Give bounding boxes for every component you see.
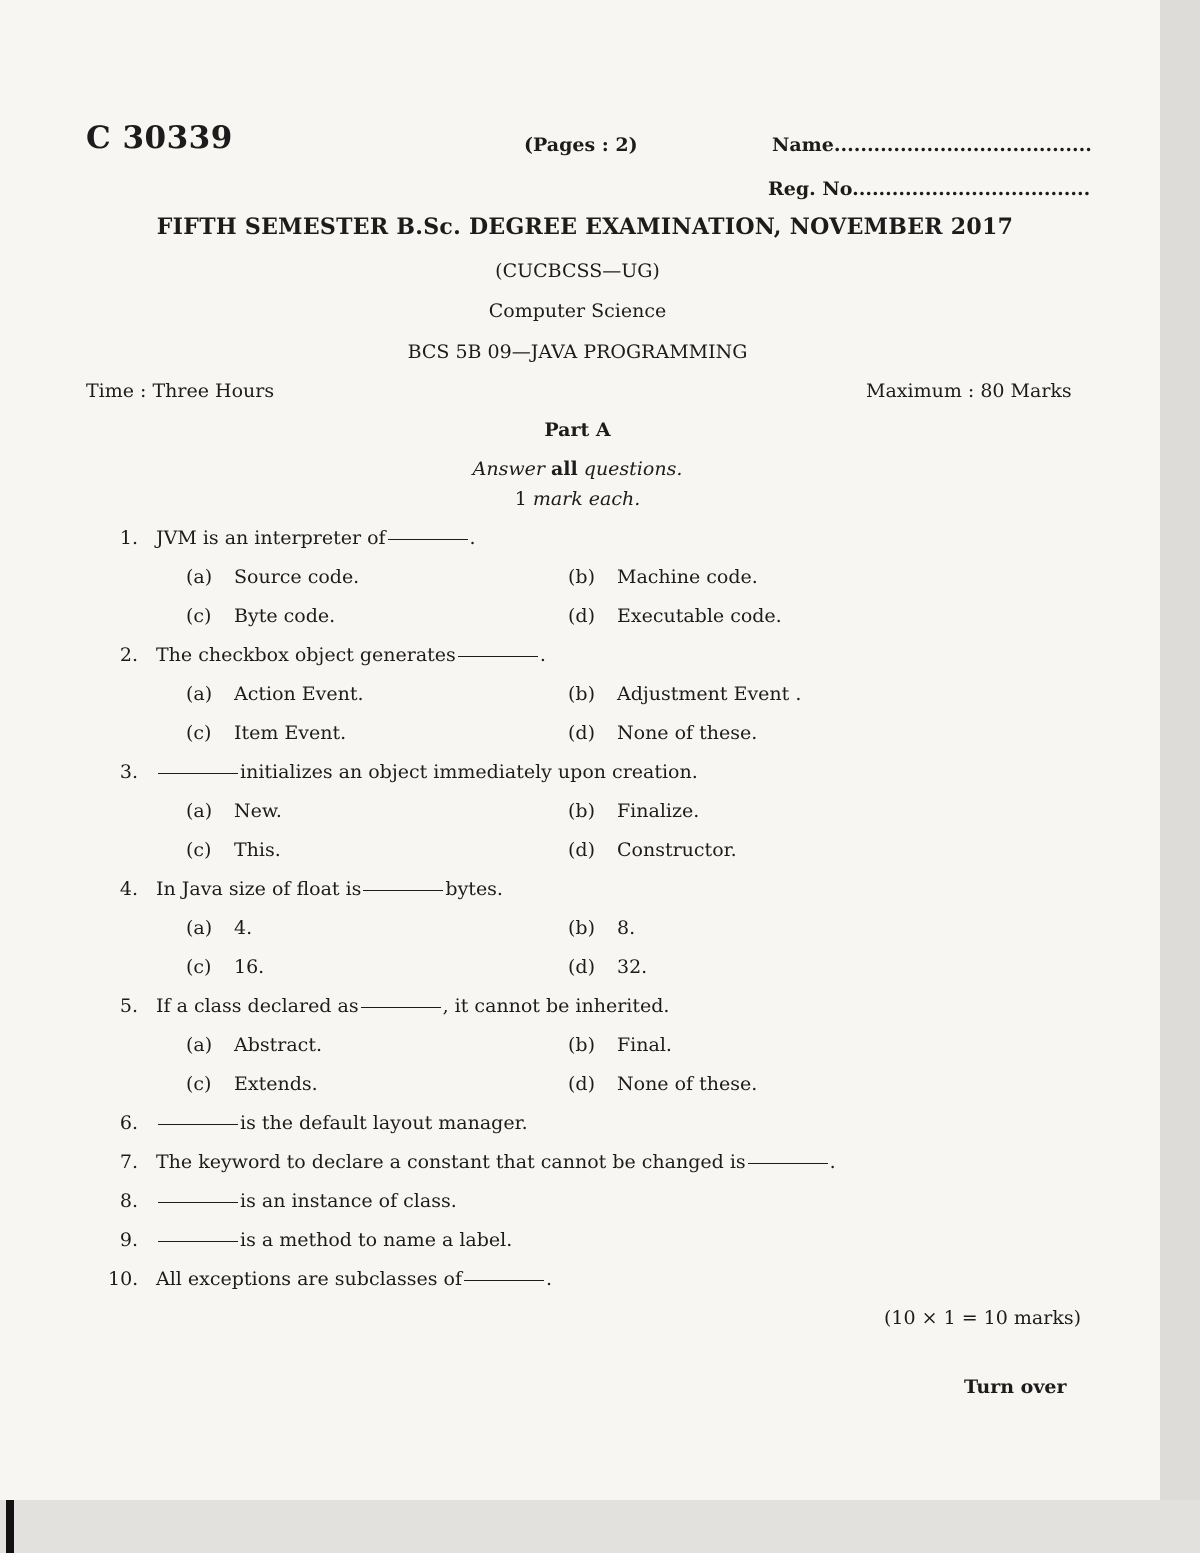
question-tail: . xyxy=(469,527,476,549)
option-text: New. xyxy=(234,800,282,822)
answer-blank xyxy=(388,539,468,540)
question-number: 7. xyxy=(119,1151,138,1173)
option-letter: (b) xyxy=(568,566,595,588)
question-text xyxy=(156,1151,836,1173)
part-a-instruction xyxy=(0,458,1155,480)
paper-code: C 30339 xyxy=(86,120,233,156)
answer-blank xyxy=(158,1202,238,1203)
answer-blank xyxy=(464,1280,544,1281)
reg-no-field: Reg. No.................................... xyxy=(768,178,1091,200)
part-a-title: Part A xyxy=(544,419,611,441)
question-tail: . xyxy=(539,644,546,666)
exam-time: Time : Three Hours xyxy=(86,380,275,402)
option-letter: (d) xyxy=(568,839,595,861)
question-number: 6. xyxy=(119,1112,138,1134)
option-text: None of these. xyxy=(617,1073,758,1095)
subject: Computer Science xyxy=(488,300,667,322)
option-text: 16. xyxy=(234,956,265,978)
instruction-emphasis: all xyxy=(550,458,578,480)
answer-blank xyxy=(158,773,238,774)
option-letter: (a) xyxy=(186,800,213,822)
option-letter: (d) xyxy=(568,956,595,978)
answer-blank xyxy=(748,1163,828,1164)
question-tail: initializes an object immediately upon creation. xyxy=(240,761,698,783)
option-letter: (b) xyxy=(568,683,595,705)
option-text: This. xyxy=(234,839,281,861)
question-tail: is the default layout manager. xyxy=(240,1112,528,1134)
option-letter: (c) xyxy=(186,839,212,861)
option-text: Byte code. xyxy=(234,605,336,627)
option-text: 4. xyxy=(234,917,253,939)
question-text xyxy=(156,878,503,900)
part-a-total-marks: (10 × 1 = 10 marks) xyxy=(884,1307,1081,1329)
instruction-word: Answer xyxy=(472,458,545,480)
answer-blank xyxy=(361,1007,441,1008)
option-text: Machine code. xyxy=(617,566,758,588)
option-text: None of these. xyxy=(617,722,758,744)
marks-text: mark each. xyxy=(532,488,641,510)
question-tail: bytes. xyxy=(445,878,503,900)
question-number: 4. xyxy=(119,878,138,900)
option-letter: (d) xyxy=(568,1073,595,1095)
option-letter: (b) xyxy=(568,917,595,939)
question-stem: The checkbox object generates xyxy=(156,644,456,666)
option-letter: (c) xyxy=(186,1073,212,1095)
option-text: Action Event. xyxy=(234,683,364,705)
answer-blank xyxy=(458,656,538,657)
question-tail: is a method to name a label. xyxy=(240,1229,513,1251)
question-number: 2. xyxy=(119,644,138,666)
scan-mark xyxy=(6,1500,14,1553)
turn-over: Turn over xyxy=(964,1376,1067,1398)
question-tail: . xyxy=(546,1268,553,1290)
option-letter: (c) xyxy=(186,605,212,627)
option-text: Constructor. xyxy=(617,839,737,861)
option-text: Extends. xyxy=(234,1073,318,1095)
question-text xyxy=(156,1190,457,1212)
question-text xyxy=(156,527,476,549)
paper-title: BCS 5B 09—JAVA PROGRAMMING xyxy=(407,341,748,363)
answer-blank xyxy=(363,890,443,891)
option-text: 8. xyxy=(617,917,636,939)
question-text xyxy=(156,1229,512,1251)
option-text: Adjustment Event . xyxy=(617,683,802,705)
question-stem: If a class declared as xyxy=(156,995,359,1017)
question-number: 10. xyxy=(108,1268,139,1290)
option-letter: (a) xyxy=(186,683,213,705)
option-letter: (c) xyxy=(186,956,212,978)
option-text: Executable code. xyxy=(617,605,782,627)
page-count: (Pages : 2) xyxy=(524,134,638,156)
answer-blank xyxy=(158,1124,238,1125)
max-marks: Maximum : 80 Marks xyxy=(866,380,1072,402)
option-letter: (b) xyxy=(568,800,595,822)
question-stem: In Java size of float is xyxy=(156,878,362,900)
name-field: Name....................................... xyxy=(772,134,1092,156)
option-letter: (a) xyxy=(186,917,213,939)
option-letter: (a) xyxy=(186,1034,213,1056)
marks-number: 1 xyxy=(514,488,527,510)
option-text: Finalize. xyxy=(617,800,700,822)
option-letter: (b) xyxy=(568,1034,595,1056)
question-stem: JVM is an interpreter of xyxy=(156,527,386,549)
question-text xyxy=(156,1112,528,1134)
question-tail: . xyxy=(829,1151,836,1173)
part-a-marks-note xyxy=(0,488,1155,510)
question-text xyxy=(156,761,698,783)
instruction-word: questions. xyxy=(583,458,683,480)
scan-edge-right xyxy=(1160,0,1200,1553)
scheme: (CUCBCSS—UG) xyxy=(495,260,660,282)
question-text xyxy=(156,1268,552,1290)
option-text: Source code. xyxy=(234,566,360,588)
exam-title: FIFTH SEMESTER B.Sc. DEGREE EXAMINATION, NOVEMBER 2017 xyxy=(156,214,1014,240)
option-letter: (d) xyxy=(568,722,595,744)
question-number: 5. xyxy=(119,995,138,1017)
option-text: Abstract. xyxy=(234,1034,322,1056)
option-letter: (a) xyxy=(186,566,213,588)
option-text: Item Event. xyxy=(234,722,347,744)
option-text: 32. xyxy=(617,956,648,978)
question-text xyxy=(156,995,669,1017)
option-letter: (d) xyxy=(568,605,595,627)
answer-blank xyxy=(158,1241,238,1242)
option-letter: (c) xyxy=(186,722,212,744)
option-text: Final. xyxy=(617,1034,672,1056)
question-number: 3. xyxy=(119,761,138,783)
question-stem: All exceptions are subclasses of xyxy=(156,1268,462,1290)
question-stem: The keyword to declare a constant that cannot be changed is xyxy=(156,1151,746,1173)
question-text xyxy=(156,644,546,666)
question-tail: is an instance of class. xyxy=(240,1190,457,1212)
question-number: 9. xyxy=(119,1229,138,1251)
question-number: 1. xyxy=(119,527,138,549)
question-number: 8. xyxy=(119,1190,138,1212)
question-tail: , it cannot be inherited. xyxy=(442,995,670,1017)
scan-edge-bottom xyxy=(0,1500,1200,1553)
